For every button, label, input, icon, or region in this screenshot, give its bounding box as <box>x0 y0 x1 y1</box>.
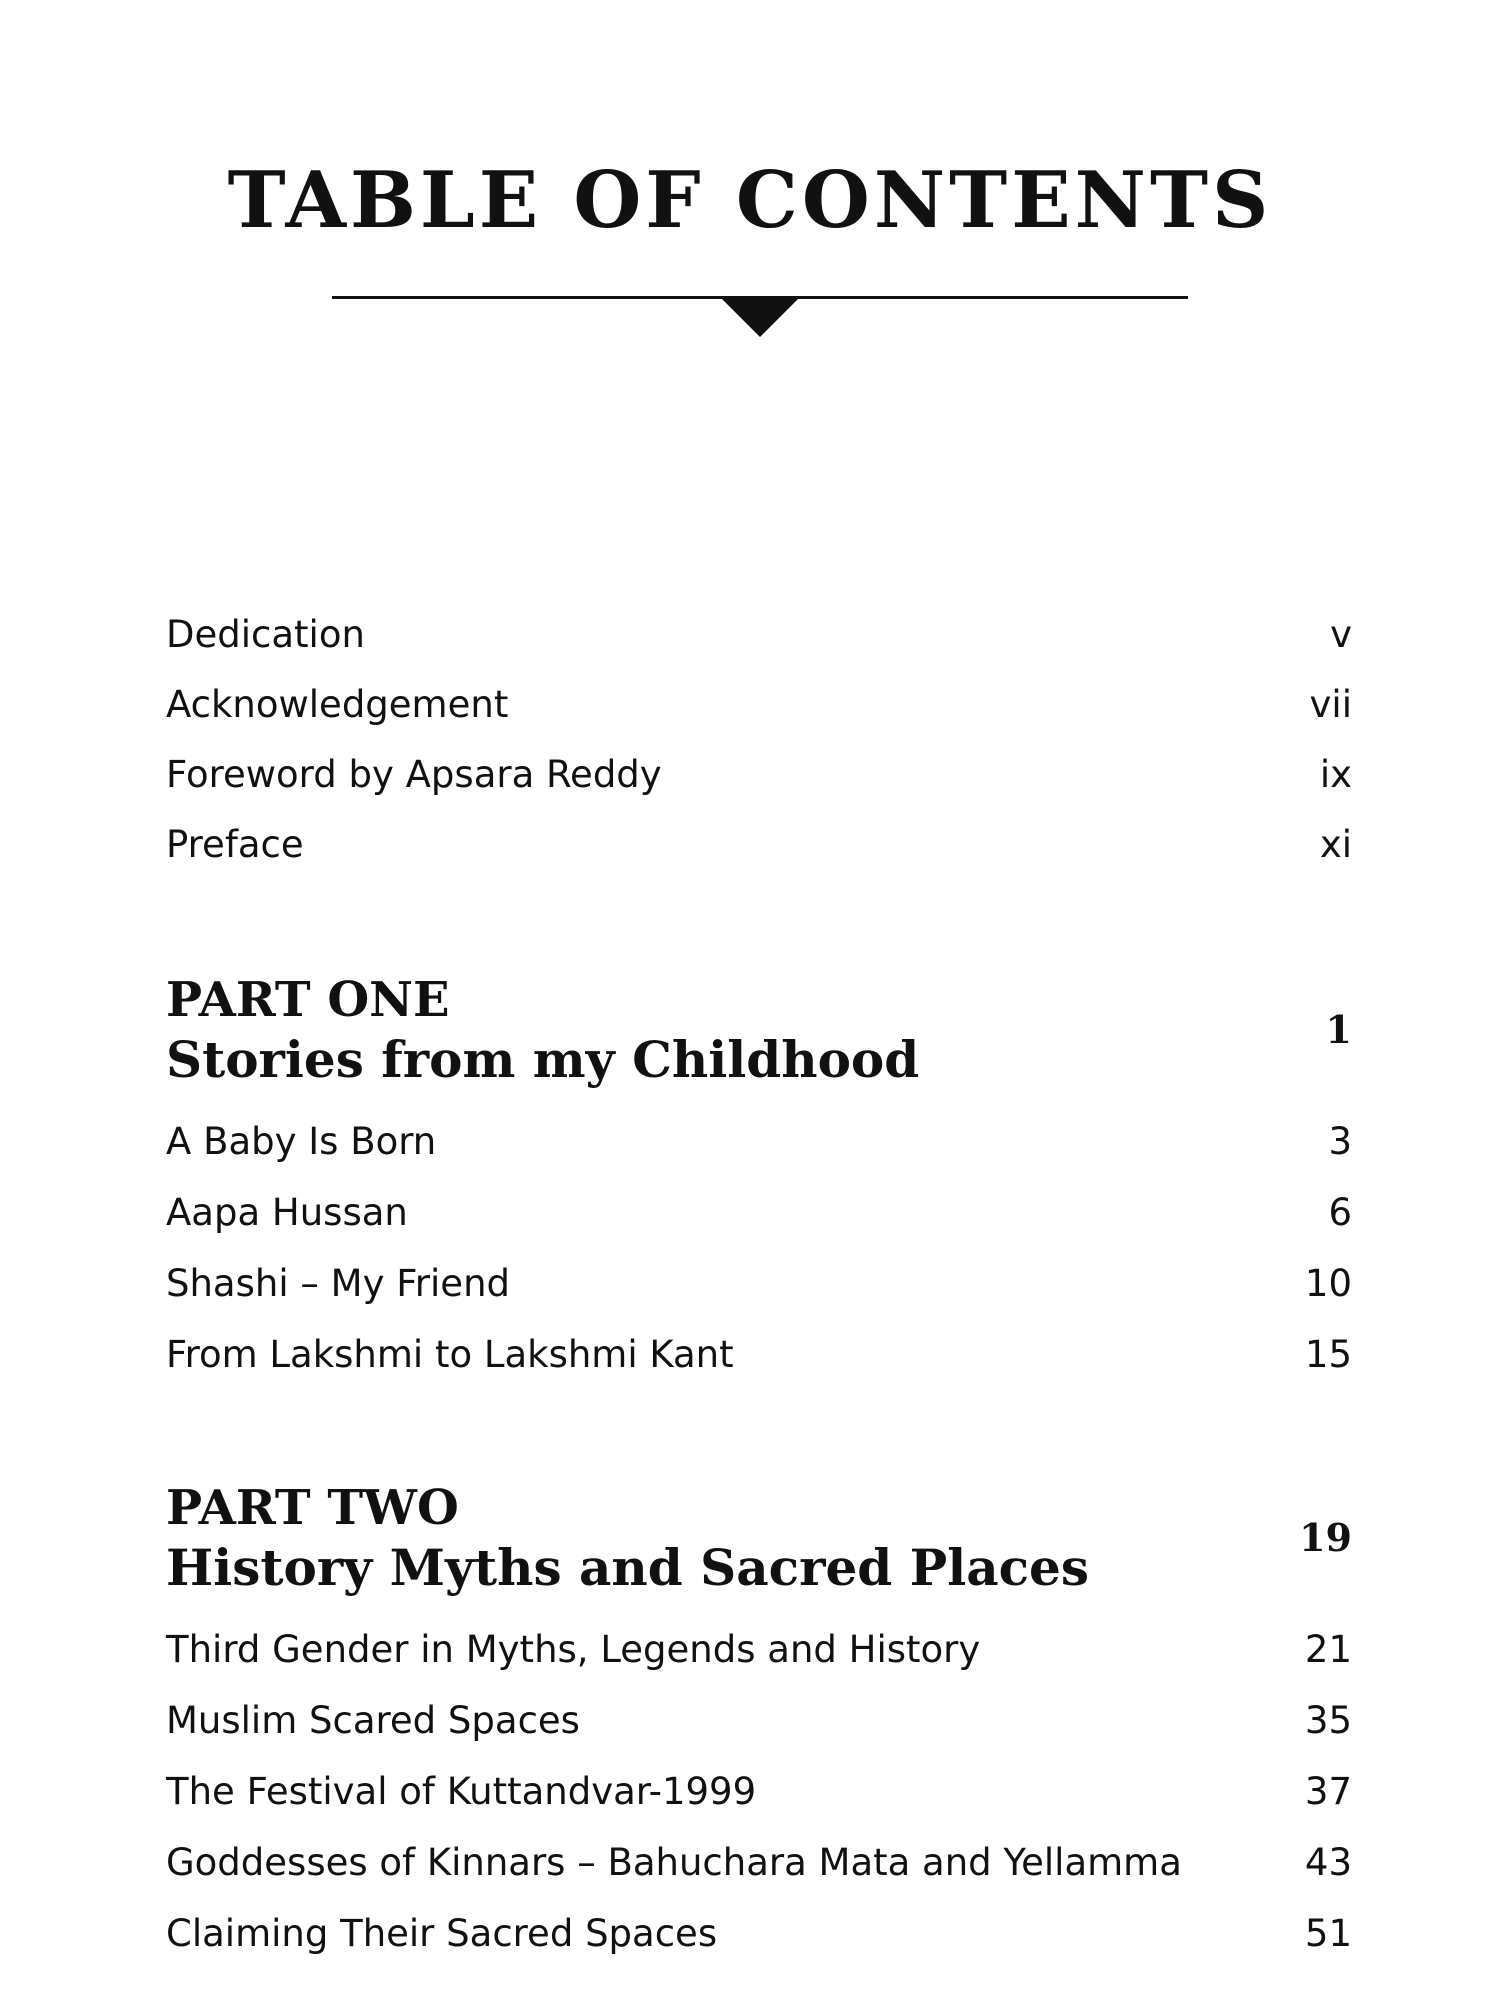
toc-entry-page: 3 <box>1328 1120 1352 1163</box>
toc-entry-chapter[interactable] <box>166 1112 1352 1172</box>
part-page: 19 <box>1299 1515 1352 1560</box>
page-title: TABLE OF CONTENTS <box>227 155 1273 246</box>
part-page: 1 <box>1325 1007 1352 1052</box>
part-number: PART ONE <box>166 972 450 1028</box>
toc-entry-label: Acknowledgement <box>166 683 509 726</box>
toc-entry-page: 6 <box>1328 1191 1352 1234</box>
toc-entry-chapter[interactable] <box>166 1254 1352 1314</box>
toc-entry-page: vii <box>1309 683 1352 726</box>
part-number: PART TWO <box>166 1480 459 1536</box>
toc-entry-chapter[interactable] <box>166 1620 1352 1680</box>
toc-entry-chapter[interactable] <box>166 1325 1352 1385</box>
toc-entry-label: Muslim Scared Spaces <box>166 1699 580 1742</box>
toc-entry-page: 37 <box>1304 1770 1352 1813</box>
toc-entry-page: 10 <box>1304 1262 1352 1305</box>
part-title: History Myths and Sacred Places <box>166 1538 1090 1597</box>
toc-entry-page: ix <box>1319 753 1352 796</box>
toc-entry-page: 15 <box>1304 1333 1352 1376</box>
toc-entry-chapter[interactable] <box>166 1833 1352 1893</box>
toc-entry-page: v <box>1330 613 1352 656</box>
toc-entry-label: Aapa Hussan <box>166 1191 408 1234</box>
toc-entry-label: From Lakshmi to Lakshmi Kant <box>166 1333 734 1376</box>
toc-entry-page: xi <box>1319 823 1352 866</box>
toc-entry-label: Shashi – My Friend <box>166 1262 511 1305</box>
toc-entry-chapter[interactable] <box>166 1183 1352 1243</box>
triangle-down-icon <box>720 297 800 337</box>
toc-entry-label: The Festival of Kuttandvar-1999 <box>166 1770 757 1813</box>
toc-entry-chapter[interactable] <box>166 1762 1352 1822</box>
toc-entry-chapter[interactable] <box>166 1691 1352 1751</box>
toc-entry-label: Goddesses of Kinnars – Bahuchara Mata and Yellamma <box>166 1841 1182 1884</box>
toc-entry-preface[interactable] <box>166 815 1352 875</box>
toc-entry-chapter[interactable] <box>166 1904 1352 1964</box>
toc-part-one[interactable] <box>166 970 1352 1100</box>
toc-entry-label: A Baby Is Born <box>166 1120 437 1163</box>
toc-entry-acknowledgement[interactable] <box>166 675 1352 735</box>
toc-entry-dedication[interactable] <box>166 605 1352 665</box>
toc-part-two[interactable] <box>166 1478 1352 1608</box>
toc-entry-label: Foreword by Apsara Reddy <box>166 753 662 796</box>
toc-entry-page: 51 <box>1304 1912 1352 1955</box>
toc-entry-label: Dedication <box>166 613 365 656</box>
toc-entry-page: 35 <box>1304 1699 1352 1742</box>
toc-entry-page: 43 <box>1304 1841 1352 1884</box>
toc-entry-foreword[interactable] <box>166 745 1352 805</box>
toc-entry-page: 21 <box>1304 1628 1352 1671</box>
toc-entry-label: Preface <box>166 823 304 866</box>
toc-entry-label: Claiming Their Sacred Spaces <box>166 1912 718 1955</box>
toc-entry-label: Third Gender in Myths, Legends and History <box>166 1628 981 1671</box>
part-title: Stories from my Childhood <box>166 1030 920 1089</box>
